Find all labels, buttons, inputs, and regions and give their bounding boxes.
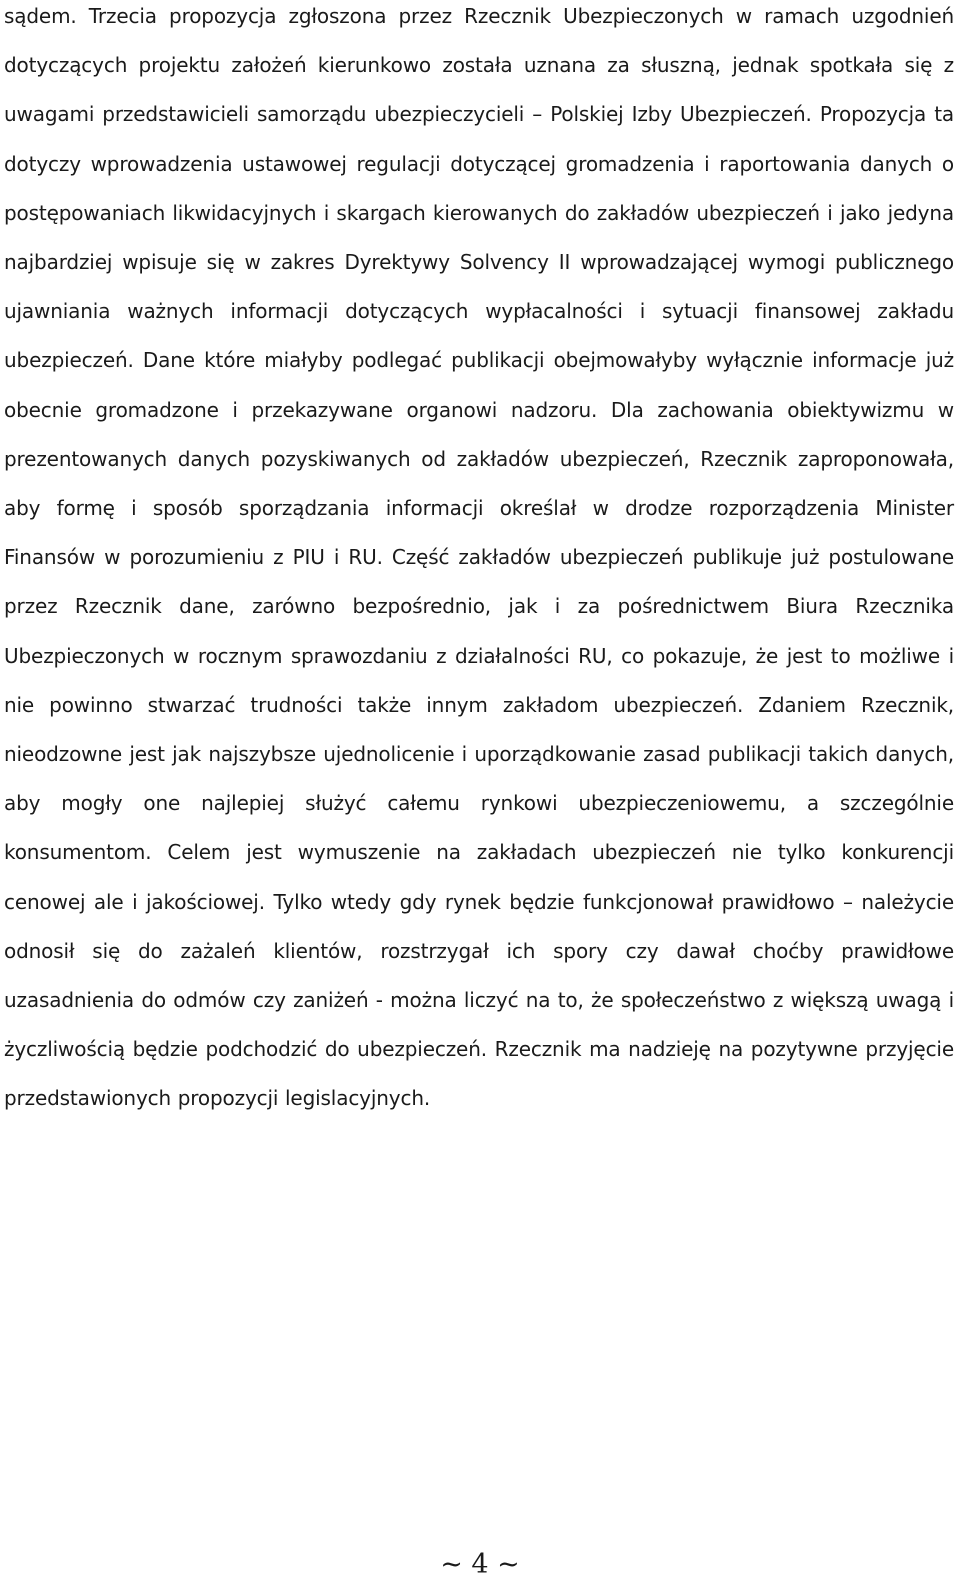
- body-paragraph: sądem. Trzecia propozycja zgłoszona przez Rzecznik Ubezpieczonych w ramach uzgodnień dotyczących projektu założeń kierunkowo została uznana za słuszną, jednak spotkała się z uwagami przedstawicieli samorządu ubezpieczycieli – Polskiej Izby Ubezpieczeń. Propozycja ta dotyczy wprowadzenia ustawowej regulacji dotyczącej gromadzenia i raportowania danych o postępowaniach likwidacyjnych i skargach kierowanych do zakładów ubezpieczeń i jako jedyna najbardziej wpisuje się w zakres Dyrektywy Solvency II wprowadzającej wymogi publicznego ujawniania ważnych informacji dotyczących wypłacalności i sytuacji finansowej zakładu ubezpieczeń. Dane które miałyby podlegać publikacji obejmowałyby wyłącznie informacje już obecnie gromadzone i przekazywane organowi nadzoru. Dla zachowania obiektywizmu w prezentowanych danych pozyskiwanych od zakładów ubezpieczeń, Rzecznik zaproponowała, aby formę i sposób sporządzania informacji określał w drodze rozporządzenia Minister Finansów w porozumieniu z PIU i RU. Część zakładów ubezpieczeń publikuje już postulowane przez Rzecznik dane, zarówno bezpośrednio, jak i za pośrednictwem Biura Rzecznika Ubezpieczonych w rocznym sprawozdaniu z działalności RU, co pokazuje, że jest to możliwe i nie powinno stwarzać trudności także innym zakładom ubezpieczeń. Zdaniem Rzecznik, nieodzowne jest jak najszybsze ujednolicenie i uporządkowanie zasad publikacji takich danych, aby mogły one najlepiej służyć całemu rynkowi ubezpieczeniowemu, a szczególnie konsumentom. Celem jest wymuszenie na zakładach ubezpieczeń nie tylko konkurencji cenowej ale i jakościowej. Tylko wtedy gdy rynek będzie funkcjonował prawidłowo – należycie odnosił się do zażaleń klientów, rozstrzygał ich spory czy dawał choćby prawidłowe uzasadnienia do odmów czy zaniżeń - można liczyć na to, że społeczeństwo z większą uwagą i życzliwością będzie podchodzić do ubezpieczeń. Rzecznik ma nadzieję na pozytywne przyjęcie przedstawionych propozycji legislacyjnych.: [4, 4, 954, 1111]
- page-number: ~ 4 ~: [440, 1549, 520, 1580]
